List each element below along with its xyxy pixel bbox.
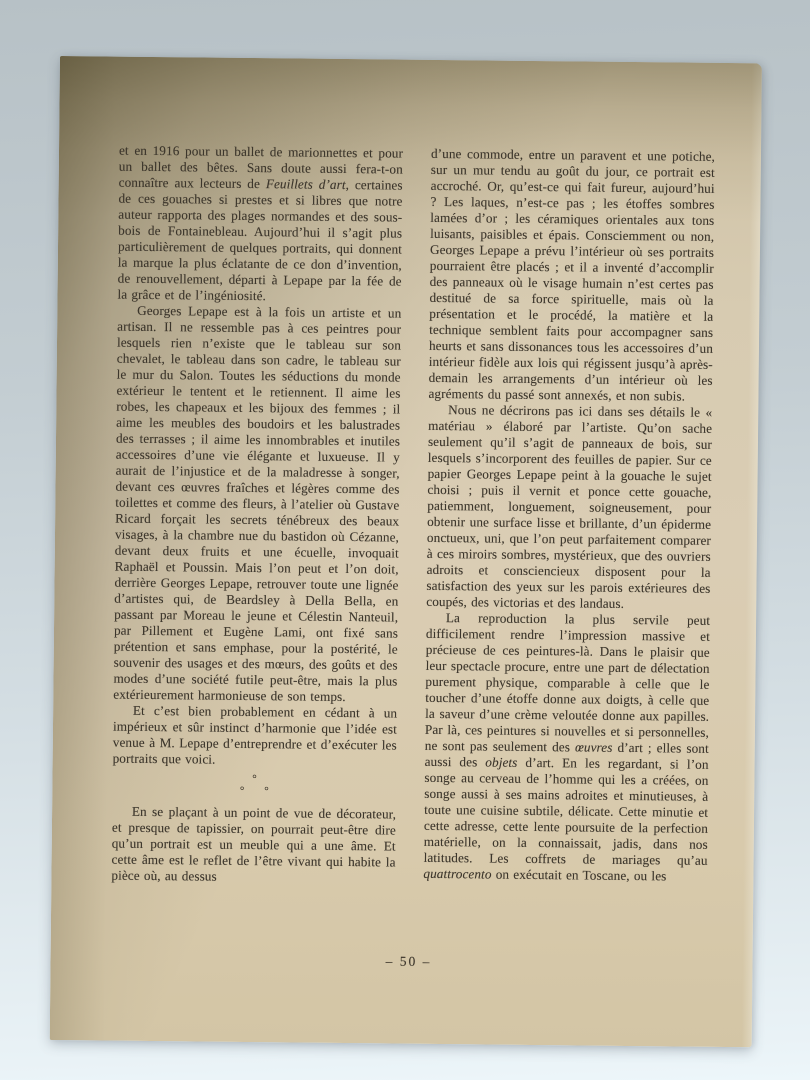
paragraph: d’une commode, entre un paravent et une potiche, sur un mur tendu au goût du jour, ce portrait est accroché. Or, qu’est-ce qui fait fureur, aujourd’hui ? Les laques, n’est-ce pas ; les étoffes sombres lamées d’or ; les céramiques orientales aux tons luisants, paisibles et épais. Consciemment ou non, Georges Lepape a prévu l’intérieur où ses portraits pourraient être placés ; et il a inventé d’accomplir des panneaux où le visage humain n’est certes pas destitué de sa force spirituelle, mais où la présentation et le procédé, la matière et la technique semblent faits pour accompagner sans heurts et sans dissonances tous les accessoires d’un intérieur fidèle aux lois qui régissent jusqu’à après-demain les arrangements d’un intérieur où les agréments du passé sont annexés, et non subis. — [428, 145, 716, 404]
italic-text: œuvres — [574, 739, 613, 755]
text-column-right — [423, 146, 715, 890]
body-text: et en 1916 pour un ballet de marionnettes et pour un ballet des bêtes. Sans doute aussi fera-t-on connaître aux lecteurs de — [118, 142, 404, 192]
ornament-circle-icon: ° — [252, 773, 257, 786]
text-column-left — [111, 143, 403, 887]
ornament-circle-icon: ° — [264, 785, 269, 798]
paragraph — [117, 143, 403, 306]
italic-text: quattrocento — [423, 865, 492, 882]
body-text: d’art ; elles sont aussi des — [424, 739, 709, 770]
italic-text: objets — [485, 754, 518, 770]
paragraph: Et c’est bien probablement en cédant à un impérieux et sûr instinct d’harmonie que l’idée est venue à M. Lepape d’entreprendre et d’exécuter les portraits que voici. — [112, 702, 398, 767]
body-text: La reproduction la plus servile peut difficilement rendre l’impression massive et précieuse de ces peintures-là. Dans le plaisir que leur spectacle procure, entre une part de délectation purement physique, comparable à celle que le toucher d’une étoffe donne aux doigts, à celle que la saveur d’une crème veloutée donne aux papilles. Par là, ces peintures si nouvelles et si personnelles, ne sont pas seulement des — [424, 610, 711, 755]
text-block — [111, 143, 715, 890]
body-text: d’art. En les regardant, si l’on songe au cerveau de l’homme qui les a créées, on songe aussi à ses mains adroites et minutieuses, à toute une cuisine subtile, délicate. Cette minutie et cette adresse, cette lente poursuite de la perfection matérielle, on la connaissait, jadis, dans nos latitudes. Les coffrets de mariages qu’au — [423, 754, 709, 868]
asterism-ornament — [112, 774, 396, 798]
paragraph — [423, 610, 710, 885]
two-column-layout — [111, 143, 715, 890]
paragraph: En se plaçant à un point de vue de décorateur, et presque de tapissier, on pourrait peut-être dire qu’un portrait est un meuble qui a une âme. Et cette âme est le reflet de l’être vivant qui habite la pièce où, au dessus — [111, 803, 397, 884]
ornament-row — [112, 786, 396, 798]
page-number: – 50 – — [385, 953, 432, 969]
book-page — [50, 56, 762, 1047]
body-text: , certaines de ces gouaches si prestes et si libres que notre auteur rapporta des plages normandes et des sous-bois de Fontainebleau. Aujourd’hui il s’agit plus particulièrement de quelques portraits, qui donnent la marque la plus éclatante de ce don d’invention, de renouvellement, départi à Lepape par la fée de la grâce et de l’ingéniosité. — [117, 176, 403, 304]
paragraph: Georges Lepape est à la fois un artiste et un artisan. Il ne ressemble pas à ces peintres pour lesquels rien n’existe que le tableau sur son chevalet, le tableau dans son cadre, le tableau sur le mur du Salon. Toutes les séductions du monde extérieur le tentent et le retiennent. Il aime les robes, les chapeaux et les bijoux des femmes ; il aime les meubles des boudoirs et les balustrades des terrasses ; il aime les innombrables et inutiles accessoires d’une vie élégante et luxueuse. Il y aurait de l’injustice et de la maladresse à songer, devant ces œuvres fraîches et légères comme des toilettes et comme des fleurs, à l’atelier où Gustave Ricard forçait les secrets ténébreux des beaux visages, à la chambre nue du bastidon où Cézanne, devant deux fruits et une écuelle, invoquait Raphaël et Poussin. Mais l’on peut et l’on doit, derrière Georges Lepape, retrouver toute une lignée d’artistes qui, de Beardsley à Della Bella, en passant par Moreau le jeune et Célestin Nanteuil, par Pillement et Eugène Lami, ont fixé sans prétention et sans emphase, pour la postérité, le souvenir des usages et des mœurs, des goûts et des modes d’une société futile peut-être, mais la plus extérieurement harmonieuse de son temps. — [113, 302, 402, 705]
italic-text: Feuillets d’art — [265, 176, 346, 192]
paragraph: Nous ne décrirons pas ici dans ses détails le « matériau » élaboré par l’artiste. Qu’on sache seulement qu’il s’agit de panneaux de bois, sur lesquels s’incorporent des feuilles de papier. Sur ce papier Georges Lepape peint à la gouache le sujet choisi ; puis il vernit et ponce cette gouache, patiemment, longuement, soigneusement, pour obtenir une surface lisse et brillante, d’un épiderme onctueux, uni, que l’on peut parfaitement comparer à ces miroirs sombres, mystérieux, que des ouvriers adroits et consciencieux disposent pour la satisfaction des yeux sur les parois extérieures des coupés, des victorias et des landaus. — [426, 402, 713, 611]
body-text: on exécutait en Toscane, ou les — [491, 866, 667, 884]
ornament-circle-icon: ° — [239, 784, 245, 797]
